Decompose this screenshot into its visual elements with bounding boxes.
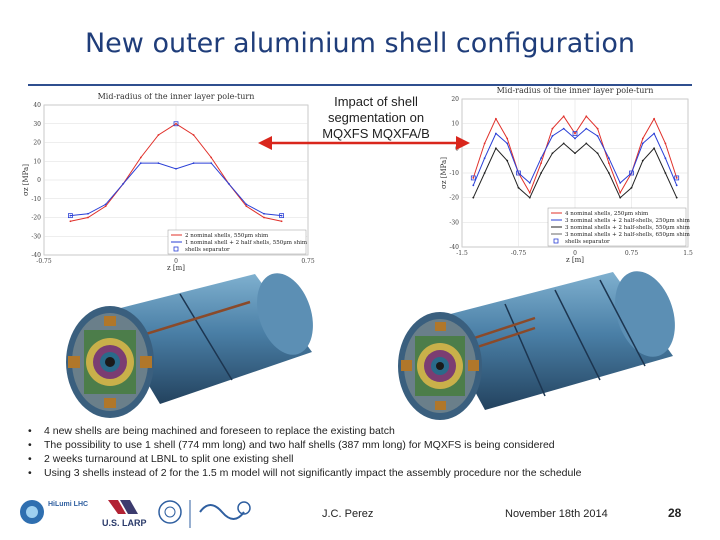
- series-point: [597, 135, 599, 137]
- series-point: [263, 213, 265, 215]
- series-point: [552, 128, 554, 130]
- series-point: [87, 213, 89, 215]
- bullet-item: • 2 weeks turnaround at LBNL to split one existing shell: [28, 452, 698, 466]
- series-point: [608, 162, 610, 164]
- series-point: [574, 138, 576, 140]
- x-tick-label: -0.75: [510, 250, 527, 257]
- series-point: [70, 220, 72, 222]
- series-point: [563, 143, 565, 145]
- legend-entry: 2 nominal shells, 550µm shim: [185, 233, 269, 239]
- stress-chart-two-shells: [20, 93, 315, 275]
- series-point: [563, 115, 565, 117]
- series-point: [665, 143, 667, 145]
- series-point: [585, 128, 587, 130]
- legend-entry: 1 nominal shell + 2 half shells, 550µm shim: [185, 240, 308, 246]
- series-point: [540, 172, 542, 174]
- y-tick-label: -30: [31, 233, 41, 241]
- series-point: [506, 143, 508, 145]
- x-tick-label: 1.5: [683, 250, 693, 257]
- series-point: [472, 197, 474, 199]
- y-tick-label: 20: [451, 96, 459, 103]
- bullet-item: • Using 3 shells instead of 2 for the 1.5 m model will not significantly impact the assembly procedure nor the schedule: [28, 466, 698, 480]
- series-point: [540, 157, 542, 159]
- us-larp-logo-icon: [102, 500, 147, 528]
- series-point: [676, 177, 678, 179]
- series-point: [585, 115, 587, 117]
- series-point: [210, 157, 212, 159]
- y-tick-label: -40: [449, 244, 459, 251]
- legend-entry: 4 nominal shells, 250µm shim: [565, 211, 649, 217]
- series-point: [495, 133, 497, 135]
- series-point: [642, 143, 644, 145]
- y-tick-label: 10: [33, 158, 41, 166]
- series-point: [552, 152, 554, 154]
- y-tick-label: -40: [31, 252, 41, 259]
- series-point: [506, 160, 508, 162]
- legend-entry: 3 nominal shells + 2 half-shells, 550µm shim: [565, 225, 690, 231]
- magnet-render-four-shells: [395, 268, 685, 423]
- series-point: [608, 157, 610, 159]
- legend-entry: 3 nominal shells + 2 half-shells, 650µm shim: [565, 232, 690, 238]
- series-point: [484, 157, 486, 159]
- cern-logo-icon: [159, 501, 181, 523]
- series-point: [506, 138, 508, 140]
- hilumi-logo-text: HiLumi LHC: [48, 501, 89, 508]
- y-tick-label: -20: [31, 214, 41, 222]
- y-tick-label: 0: [37, 177, 41, 184]
- series-point: [122, 183, 124, 185]
- series-point: [619, 192, 621, 194]
- y-tick-label: -10: [31, 195, 41, 203]
- y-tick-label: 20: [33, 139, 41, 147]
- series-point: [631, 172, 633, 174]
- footer-author: J.C. Perez: [322, 508, 374, 520]
- y-tick-label: 10: [451, 120, 459, 128]
- series-point: [529, 182, 531, 184]
- series-point: [642, 160, 644, 162]
- series-point: [105, 203, 107, 205]
- series-point: [552, 135, 554, 137]
- series-point: [676, 184, 678, 186]
- series-point: [210, 162, 212, 164]
- series-point: [540, 162, 542, 164]
- y-axis-label: σz [MPa]: [22, 164, 30, 196]
- series-point: [158, 134, 160, 136]
- y-tick-label: -20: [449, 194, 459, 202]
- series-point: [574, 133, 576, 135]
- legend-entry: shells separator: [565, 239, 610, 245]
- series-point: [653, 133, 655, 135]
- x-axis-label: z [m]: [166, 264, 186, 272]
- chart-title: Mid-radius of the inner layer pole-turn: [97, 93, 255, 101]
- series-point: [585, 143, 587, 145]
- x-tick-label: 0: [174, 258, 178, 265]
- y-tick-label: -30: [449, 219, 459, 227]
- series-point: [665, 157, 667, 159]
- bullet-item: • 4 new shells are being machined and foreseen to replace the existing batch: [28, 424, 698, 438]
- slide-title: New outer aluminium shell configuration: [84, 28, 636, 59]
- y-tick-label: 40: [33, 102, 41, 109]
- x-tick-label: 0.75: [624, 250, 639, 257]
- us-larp-logo-text: U.S. LARP: [102, 518, 147, 528]
- series-point: [484, 143, 486, 145]
- series-point: [140, 162, 142, 164]
- footer-date: November 18th 2014: [505, 508, 608, 520]
- stress-chart-four-shells: [440, 87, 695, 267]
- x-axis-label: z [m]: [565, 256, 585, 264]
- page-number: 28: [668, 506, 682, 520]
- series-point: [472, 177, 474, 179]
- series-point: [495, 147, 497, 149]
- series-point: [175, 123, 177, 125]
- series-point: [642, 138, 644, 140]
- bullet-list: [28, 424, 698, 480]
- series-point: [281, 220, 283, 222]
- series-point: [608, 172, 610, 174]
- series-point: [70, 215, 72, 217]
- series-point: [619, 182, 621, 184]
- series-point: [653, 147, 655, 149]
- series-point: [518, 187, 520, 189]
- chart-title: Mid-radius of the inner layer pole-turn: [496, 87, 654, 95]
- series-point: [597, 128, 599, 130]
- series-point: [281, 215, 283, 217]
- segmentation-callout: Impact of shell segmentation on MQXFS MQXFA/B: [322, 94, 430, 141]
- series-point: [246, 205, 248, 207]
- series-point: [246, 203, 248, 205]
- series-point: [574, 152, 576, 154]
- series-point: [665, 172, 667, 174]
- series-point: [518, 172, 520, 174]
- series-point: [631, 187, 633, 189]
- y-tick-label: -10: [449, 170, 459, 177]
- series-point: [653, 118, 655, 120]
- series-point: [676, 197, 678, 199]
- double-arrow-icon: [258, 133, 470, 153]
- series-point: [193, 134, 195, 136]
- series-point: [529, 192, 531, 194]
- legend-entry: 3 nominal shells + 2 half-shells, 250µm shim: [565, 218, 690, 224]
- y-axis-label: σz [MPa]: [440, 157, 448, 189]
- series-point: [563, 128, 565, 130]
- y-tick-label: 30: [33, 120, 41, 128]
- x-tick-label: 0: [573, 250, 577, 257]
- x-tick-label: 0.75: [301, 258, 315, 265]
- series-point: [193, 162, 195, 164]
- anniversary-logo-icon: [200, 502, 250, 519]
- series-point: [158, 162, 160, 164]
- magnet-render-two-shells: [50, 272, 320, 422]
- series-point: [175, 168, 177, 170]
- series-point: [619, 197, 621, 199]
- bullet-item: • The possibility to use 1 shell (774 mm long) and two half shells (387 mm long) for MQXFS is being considered: [28, 438, 698, 452]
- series-point: [228, 183, 230, 185]
- series-point: [263, 217, 265, 219]
- hilumi-logo-icon: [20, 500, 88, 524]
- x-tick-label: -1.5: [456, 250, 468, 257]
- series-point: [597, 152, 599, 154]
- series-point: [140, 157, 142, 159]
- series-point: [529, 197, 531, 199]
- x-tick-label: -0.75: [36, 258, 52, 265]
- legend-entry: shells separator: [185, 247, 230, 253]
- series-point: [87, 217, 89, 219]
- footer-logos: [18, 494, 263, 534]
- title-divider: [28, 84, 692, 86]
- series-point: [495, 118, 497, 120]
- series-point: [105, 205, 107, 207]
- series-point: [472, 184, 474, 186]
- series-point: [484, 172, 486, 174]
